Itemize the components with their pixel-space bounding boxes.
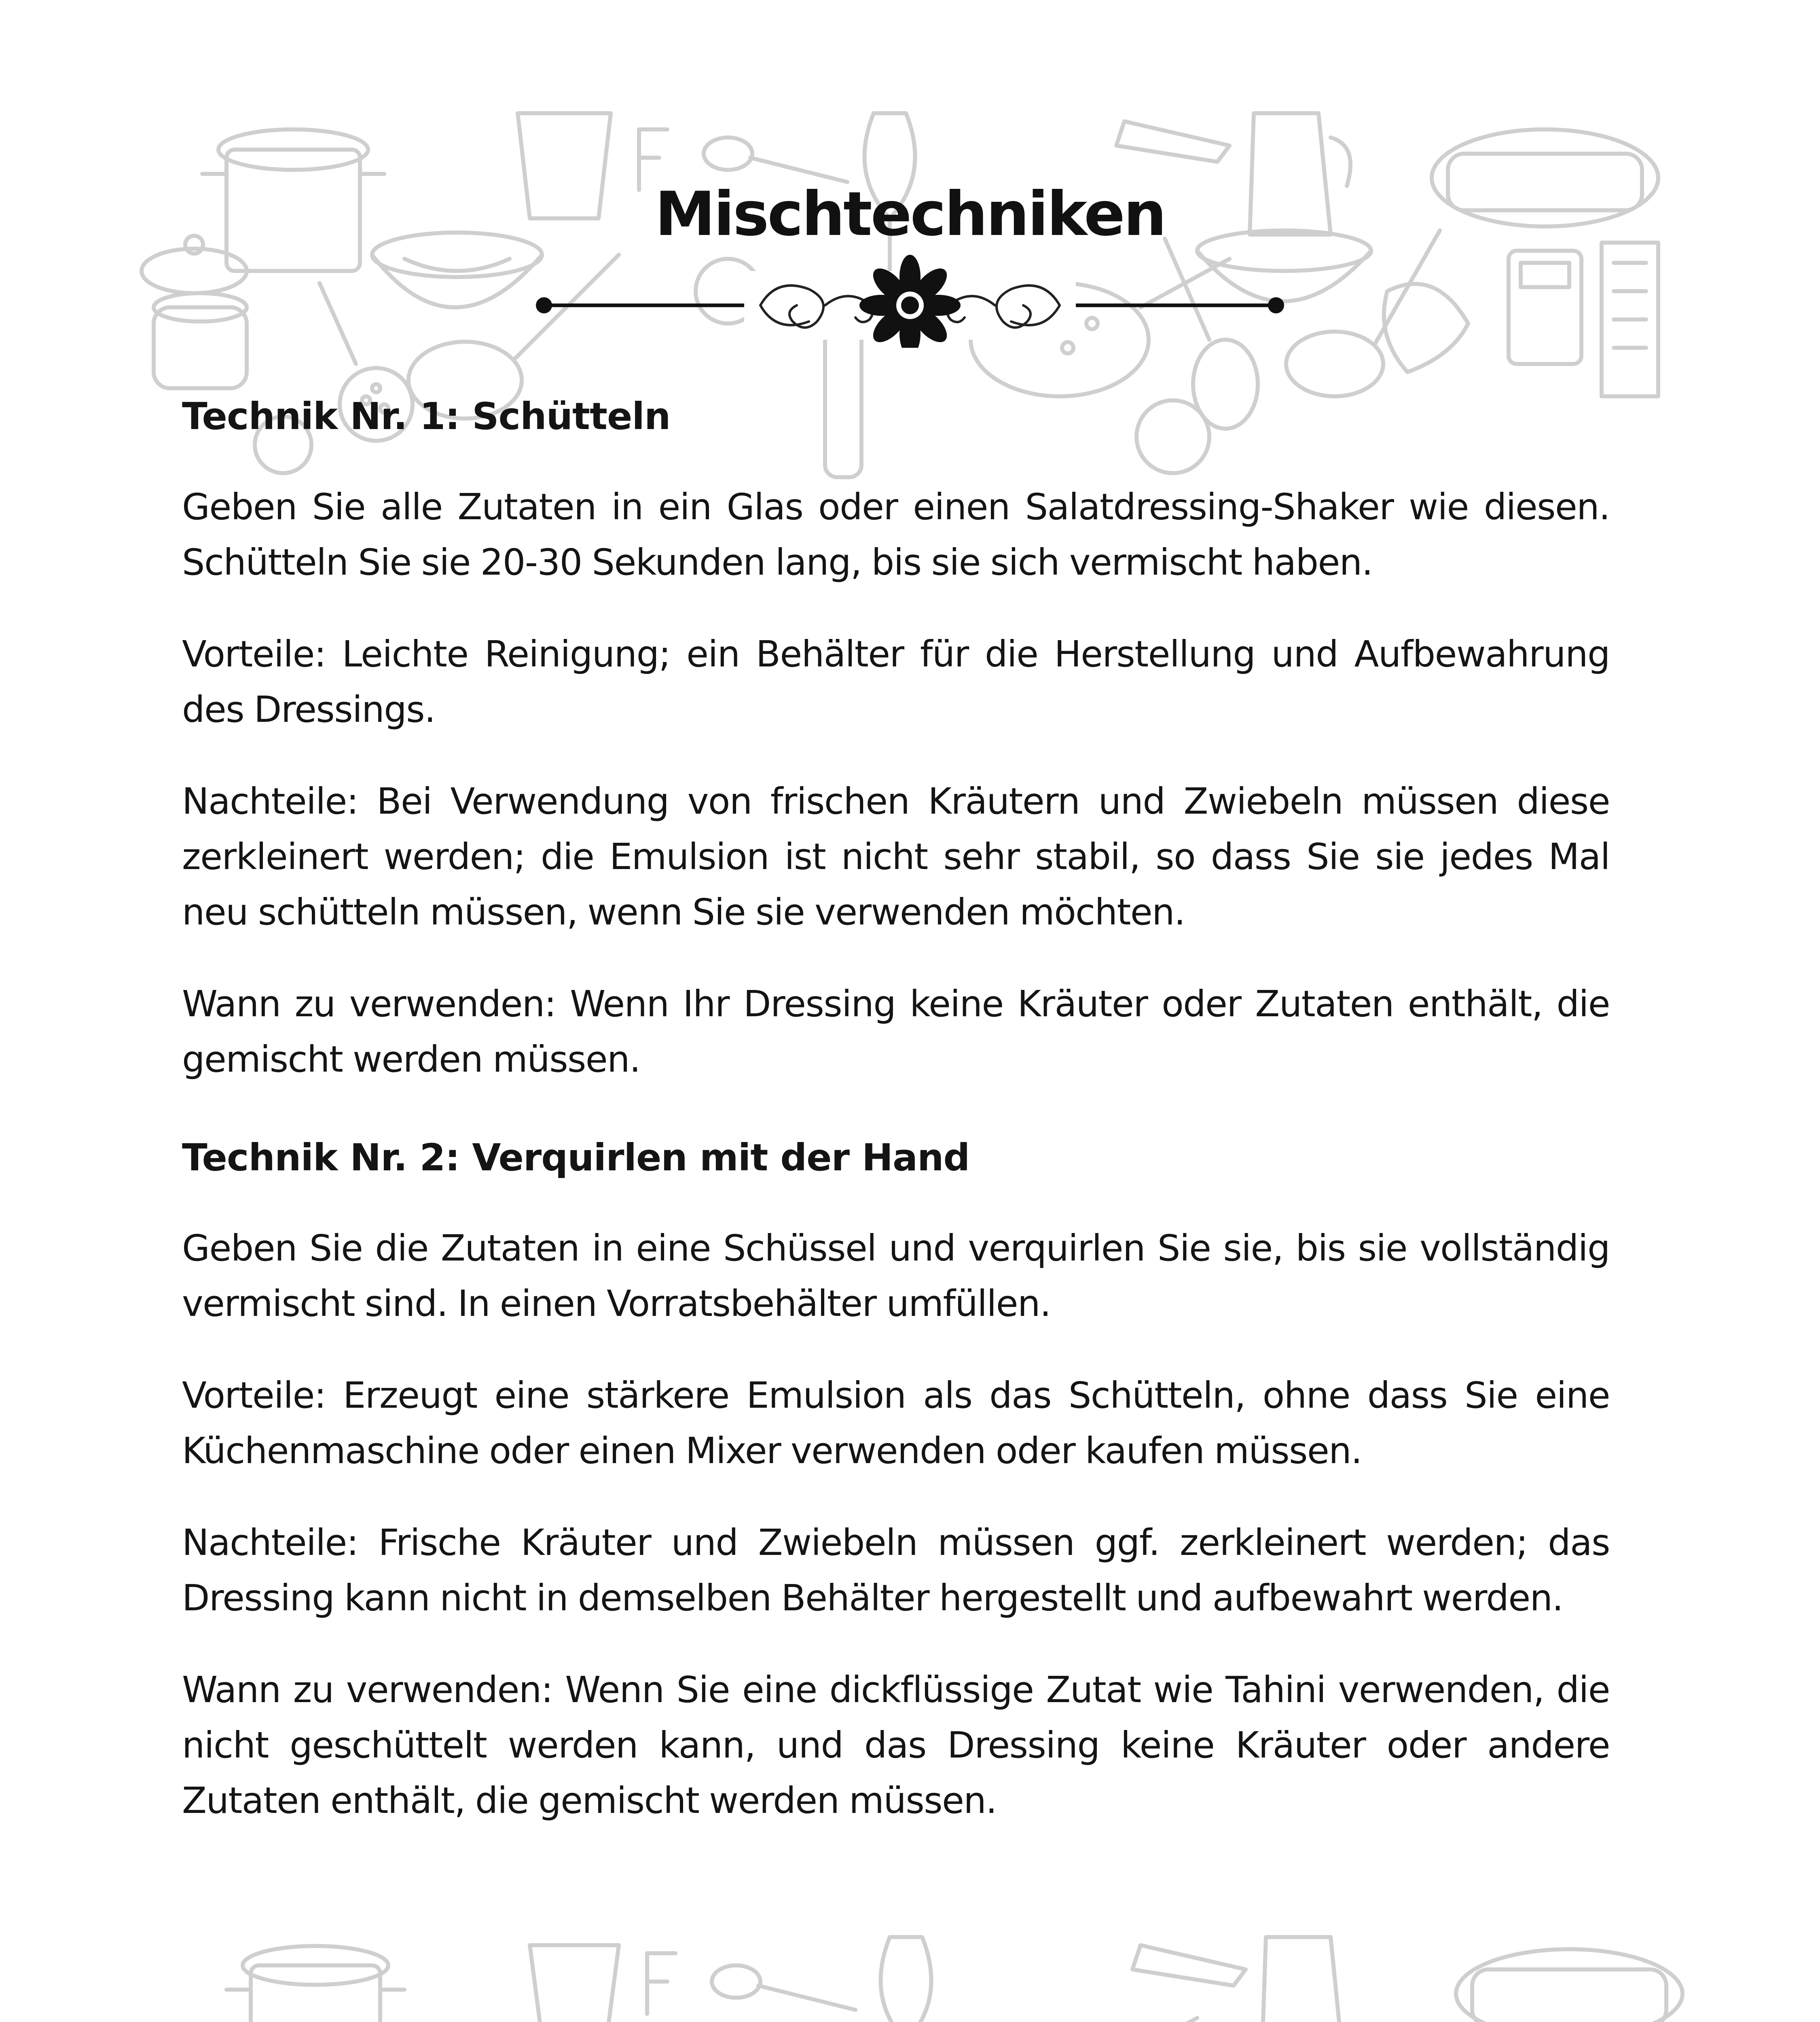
title-divider	[534, 255, 1286, 348]
technique-section-1	[182, 388, 1610, 1087]
paragraph: Nachteile: Frische Kräuter und Zwiebeln müssen ggf. zerkleinert werden; das Dressing kann nicht in demselben Behälter hergestellt und aufbewahrt werden.	[182, 1521, 1610, 1619]
paragraph: Wann zu verwenden: Wenn Ihr Dressing keine Kräuter oder Zutaten enthält, die gemischt werden müssen.	[182, 983, 1610, 1080]
technique-section-2	[182, 1129, 1610, 1828]
kitchen-utensils-sketch-bottom	[0, 1921, 1820, 2022]
section-heading: Technik Nr. 1: Schütteln	[182, 395, 671, 438]
paragraph: Wann zu verwenden: Wenn Sie eine dickflüssige Zutat wie Tahini verwenden, die nicht geschüttelt werden kann, und das Dressing keine Kräuter oder andere Zutaten enthält, die gemischt werden müssen.	[182, 1669, 1610, 1821]
paragraph: Geben Sie die Zutaten in eine Schüssel und verquirlen Sie sie, bis sie vollständig vermischt sind. In einen Vorratsbehälter umfüllen.	[182, 1227, 1610, 1324]
flower-ornament-icon	[859, 255, 961, 348]
paragraph: Geben Sie alle Zutaten in ein Glas oder einen Salatdressing-Shaker wie diesen. Schütteln Sie sie 20-30 Sekunden lang, bis sie sich vermischt haben.	[182, 486, 1610, 583]
section-heading: Technik Nr. 2: Verquirlen mit der Hand	[182, 1136, 970, 1179]
page-title: Mischtechniken	[655, 179, 1165, 250]
paragraph: Nachteile: Bei Verwendung von frischen Kräutern und Zwiebeln müssen diese zerkleinert werden; die Emulsion ist nicht sehr stabil, so dass Sie sie jedes Mal neu schütteln müssen, wenn Sie sie verwenden möchten.	[182, 780, 1610, 933]
paragraph: Vorteile: Leichte Reinigung; ein Behälter für die Herstellung und Aufbewahrung des Dressings.	[182, 633, 1610, 730]
paragraph: Vorteile: Erzeugt eine stärkere Emulsion als das Schütteln, ohne dass Sie eine Küchenmaschine oder einen Mixer verwenden oder kaufen müssen.	[182, 1374, 1610, 1472]
main-content	[182, 388, 1610, 1828]
